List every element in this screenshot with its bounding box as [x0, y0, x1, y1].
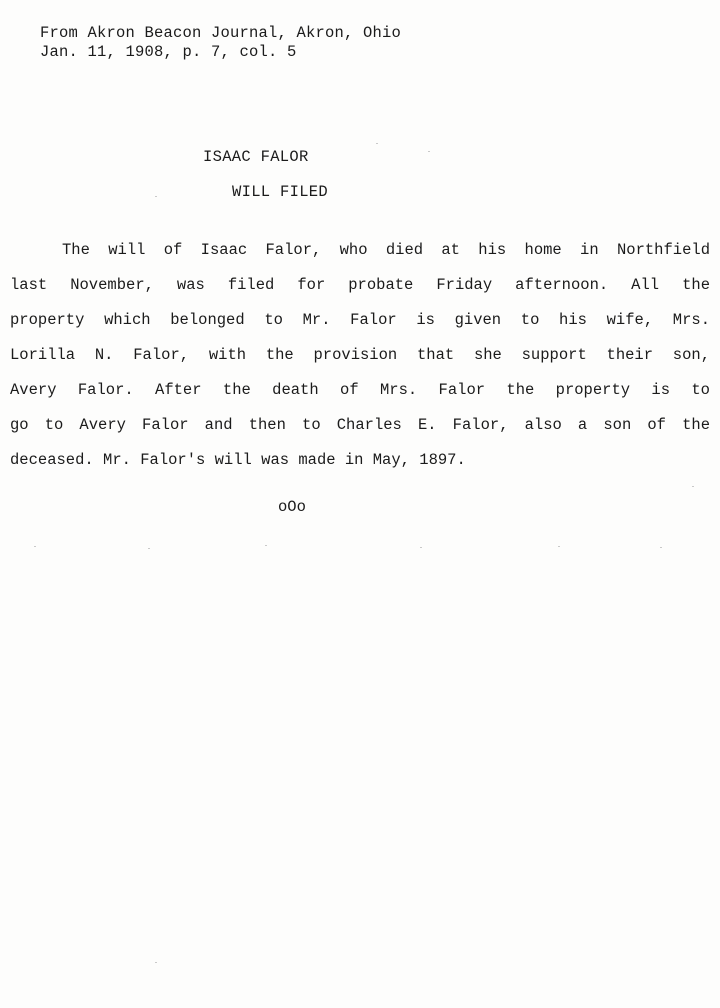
body-line: Avery Falor. After the death of Mrs. Falor the property is to [10, 381, 710, 399]
paper-speck [428, 151, 430, 152]
paper-speck [660, 547, 662, 548]
source-line-publication: From Akron Beacon Journal, Akron, Ohio [40, 24, 402, 42]
paper-speck [265, 545, 267, 546]
article-title: ISAAC FALOR [203, 148, 309, 166]
body-line: last November, was filed for probate Friday afternoon. All the [10, 276, 710, 294]
paper-speck [420, 547, 422, 548]
body-line: The will of Isaac Falor, who died at his home in Northfield [62, 241, 710, 259]
paper-speck [34, 546, 36, 547]
paper-speck [155, 196, 157, 197]
source-citation [40, 24, 401, 62]
paper-speck [376, 143, 378, 144]
paper-speck [692, 486, 694, 487]
paper-speck [148, 548, 150, 549]
body-line: deceased. Mr. Falor's will was made in May, 1897. [10, 451, 466, 469]
article-body [10, 233, 710, 478]
source-line-date: Jan. 11, 1908, p. 7, col. 5 [40, 43, 297, 61]
body-line: property which belonged to Mr. Falor is given to his wife, Mrs. [10, 311, 710, 329]
paper-speck [558, 546, 560, 547]
body-line: Lorilla N. Falor, with the provision that she support their son, [10, 346, 710, 364]
paper-speck [155, 962, 157, 963]
body-line: go to Avery Falor and then to Charles E. Falor, also a son of the [10, 416, 710, 434]
article-subtitle: WILL FILED [232, 183, 329, 201]
end-mark: oOo [278, 498, 306, 516]
